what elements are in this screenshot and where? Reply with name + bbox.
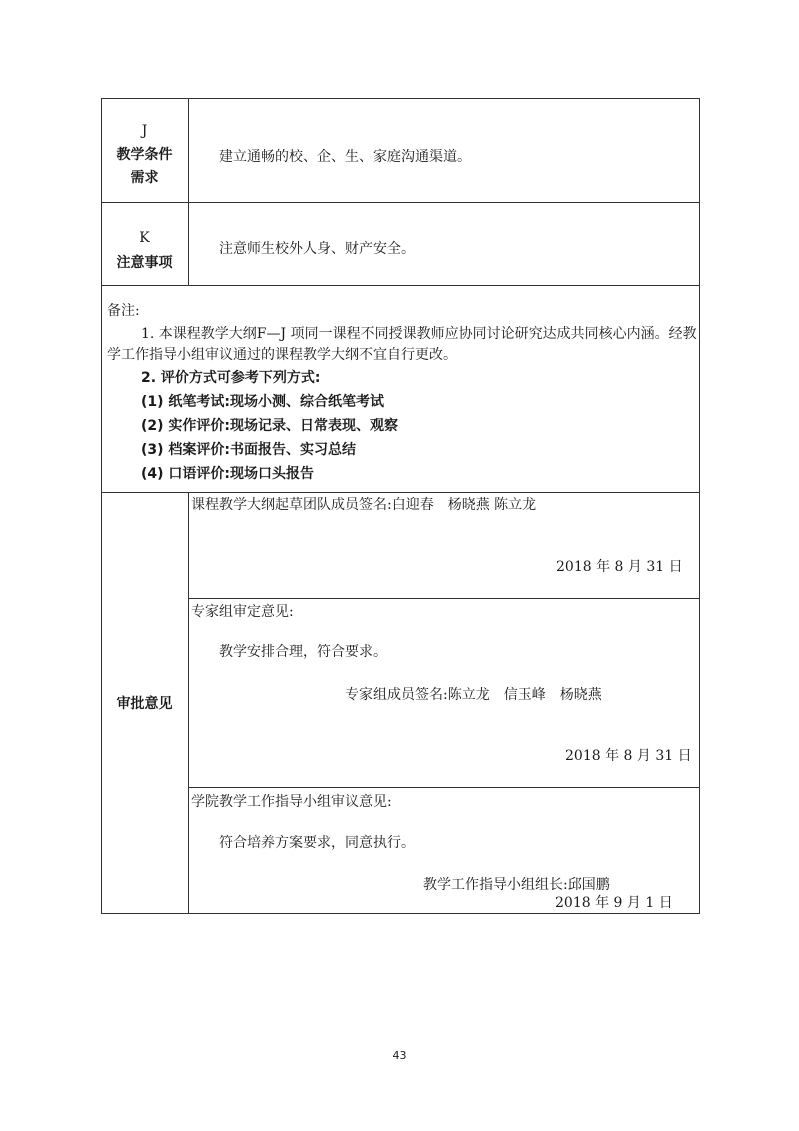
notes-item1-line2: 学工作指导小组审议通过的课程教学大纲不宜自行更改。 xyxy=(107,347,457,363)
column-divider-lower xyxy=(188,492,189,914)
expert-opinion: 教学安排合理，符合要求。 xyxy=(219,644,387,660)
expert-signers: 专家组成员签名:陈立龙 信玉峰 杨晓燕 xyxy=(345,687,602,703)
row-divider-expert-college xyxy=(188,787,700,788)
college-heading: 学院教学工作指导小组审议意见: xyxy=(191,794,392,810)
section-k-content: 注意师生校外人身、财产安全。 xyxy=(219,241,415,257)
evaluation-method: (2) 实作评价:现场记录、日常表现、观察 xyxy=(141,418,399,434)
column-divider-upper xyxy=(188,98,189,286)
college-leader: 教学工作指导小组组长:邱国鹏 xyxy=(423,877,610,893)
row-divider-notes-approval xyxy=(101,492,700,493)
college-opinion: 符合培养方案要求，同意执行。 xyxy=(219,835,415,851)
drafting-date: 2018 年 8 月 31 日 xyxy=(556,559,683,575)
evaluation-method: (1) 纸笔考试:现场小测、综合纸笔考试 xyxy=(141,394,385,410)
table-border-left xyxy=(101,98,102,914)
table-border-right xyxy=(699,98,700,914)
section-k-title: 注意事项 xyxy=(116,255,173,271)
notes-label: 备注: xyxy=(107,303,140,319)
table-border-bottom xyxy=(101,913,700,914)
evaluation-method: (3) 档案评价:书面报告、实习总结 xyxy=(141,442,357,458)
row-divider-drafting-expert xyxy=(188,598,700,599)
section-j-code: J xyxy=(141,123,148,139)
row-divider-k-notes xyxy=(101,285,700,286)
evaluation-method: (4) 口语评价:现场口头报告 xyxy=(141,466,315,482)
expert-heading: 专家组审定意见: xyxy=(191,604,294,620)
college-date: 2018 年 9 月 1 日 xyxy=(555,895,673,911)
expert-date: 2018 年 8 月 31 日 xyxy=(565,748,692,764)
section-k-code: K xyxy=(139,230,150,246)
notes-item2: 2. 评价方式可参考下列方式: xyxy=(141,370,321,386)
table-border-top xyxy=(101,98,700,99)
drafting-signers: 课程教学大纲起草团队成员签名:白迎春 杨晓燕 陈立龙 xyxy=(191,497,537,513)
section-j-content: 建立通畅的校、企、生、家庭沟通渠道。 xyxy=(219,149,471,165)
row-divider-j-k xyxy=(101,202,700,203)
section-j-title-line2: 需求 xyxy=(130,170,159,186)
page-number: 43 xyxy=(392,1049,407,1062)
notes-item1-line1: 1. 本课程教学大纲F—J 项同一课程不同授课教师应协同讨论研究达成共同核心内涵。经教 xyxy=(141,326,697,342)
approval-label: 审批意见 xyxy=(116,696,173,712)
section-j-title-line1: 教学条件 xyxy=(116,147,173,163)
